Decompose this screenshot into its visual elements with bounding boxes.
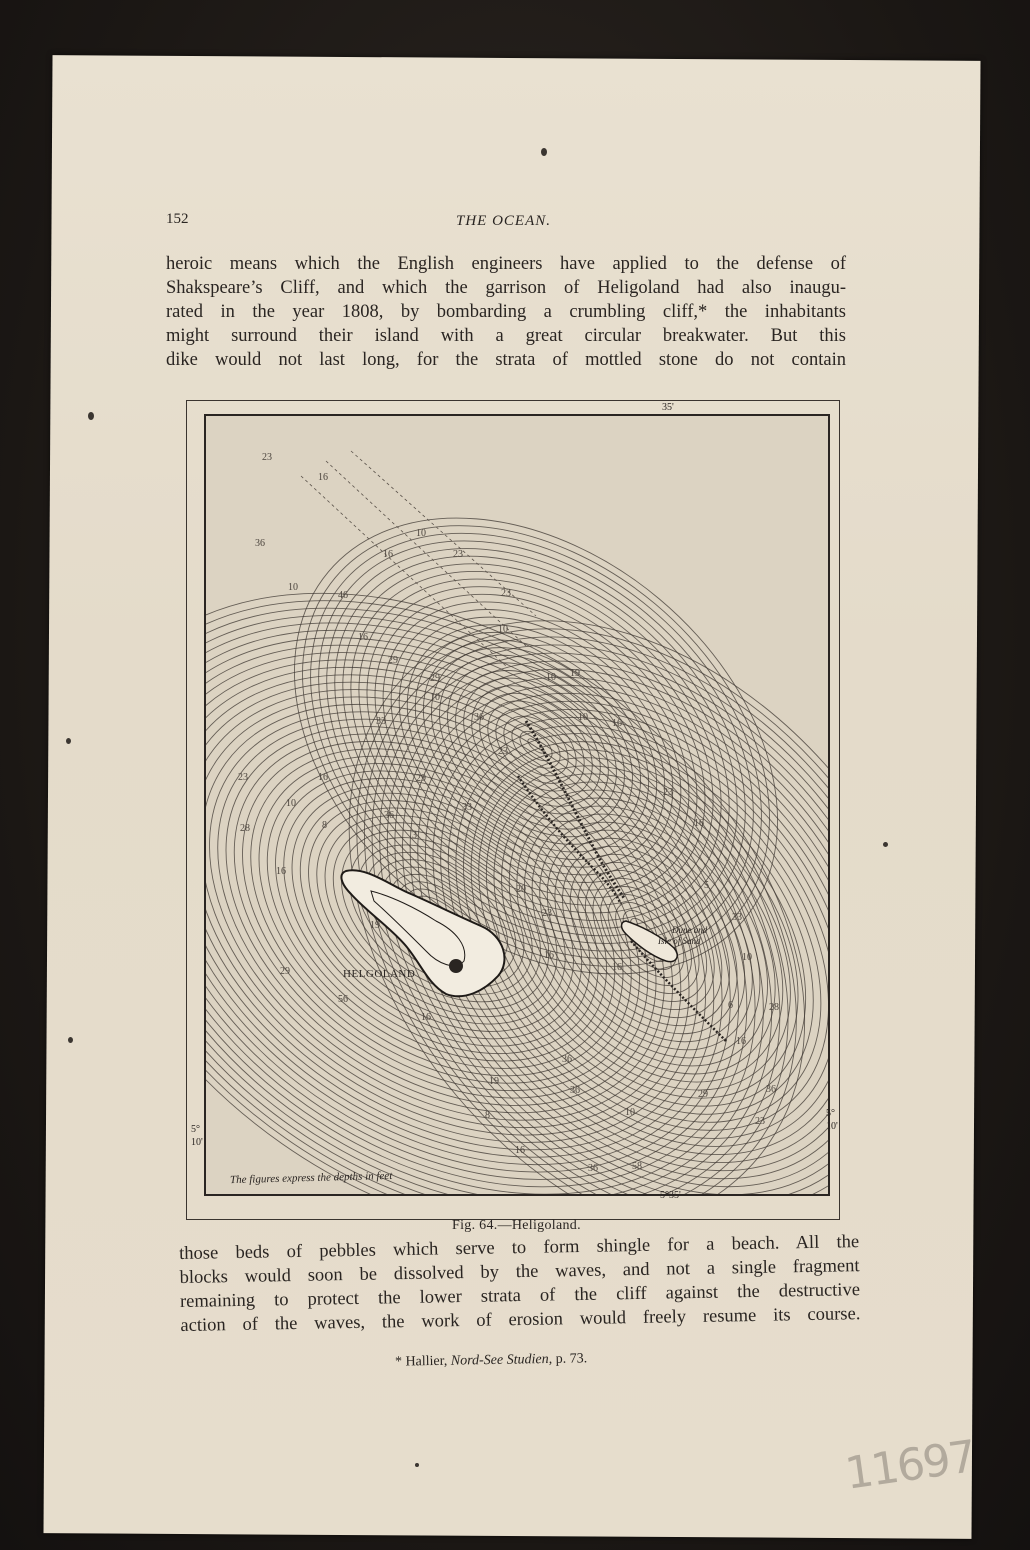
depth-sounding: 19	[370, 920, 380, 931]
coordinate-right-bottom: 10'	[826, 1121, 838, 1132]
coordinate-bottom: 5°35'	[660, 1190, 681, 1201]
depth-sounding: 8	[485, 1110, 490, 1121]
depth-sounding: 10	[625, 1107, 635, 1118]
depth-sounding: 36	[384, 810, 394, 821]
depth-sounding: 16	[736, 1036, 746, 1047]
page-speck	[883, 842, 888, 847]
text-line: Shakspeare’s Cliff, and which the garrison of Heligoland had also inaugu-	[166, 278, 846, 298]
depth-sounding: 16	[276, 866, 286, 877]
island-label: HELGOLAND	[343, 968, 416, 980]
page-speck	[415, 1463, 419, 1467]
depth-sounding: 36	[766, 1084, 776, 1095]
depth-sounding: 36	[588, 1163, 598, 1174]
depth-sounding: 16	[358, 632, 368, 643]
depth-sounding: 10	[498, 624, 508, 635]
depth-sounding: 29	[280, 966, 290, 977]
dune-label: Isle of Sand	[658, 936, 701, 946]
coordinate-left-top: 5°	[191, 1124, 200, 1135]
depth-sounding: 58	[632, 1161, 642, 1172]
depth-sounding: 8	[322, 820, 327, 831]
depth-sounding: 19	[570, 668, 580, 679]
depth-sounding: 10	[742, 952, 752, 963]
map-contour-lines	[206, 416, 828, 1194]
depth-sounding: 10	[430, 692, 440, 703]
depth-sounding: 10	[416, 528, 426, 539]
running-title: THE OCEAN.	[456, 213, 552, 229]
page-speck	[541, 148, 547, 156]
body-text-bottom	[179, 1230, 861, 1338]
depth-sounding: 33	[732, 912, 742, 923]
page-speck	[66, 738, 71, 744]
pencil-inventory-number: 11697	[842, 1431, 978, 1500]
depth-sounding: 16	[694, 818, 704, 829]
depth-sounding: 16	[515, 1145, 525, 1156]
text-line: dike would not last long, for the strata of mottled stone do not contain	[166, 350, 846, 370]
depth-sounding: 46	[338, 590, 348, 601]
depth-sounding: 10	[286, 798, 296, 809]
coordinate-top: 35'	[662, 402, 674, 413]
depth-sounding: 23	[262, 452, 272, 463]
depth-sounding: 33	[462, 802, 472, 813]
page-speck	[68, 1037, 73, 1043]
depth-sounding: 10	[288, 582, 298, 593]
contour-line	[249, 468, 822, 1024]
coordinate-left-bottom: 10'	[191, 1137, 203, 1148]
depth-sounding: 6	[728, 1000, 733, 1011]
text-line: those beds of pebbles which serve to form shingle for a beach. All the	[179, 1232, 860, 1264]
depth-sounding: 56	[338, 994, 348, 1005]
text-line: action of the waves, the work of erosion would freely resume its course.	[180, 1304, 861, 1336]
depth-sounding: 23	[542, 908, 552, 919]
depth-sounding: 36	[562, 1054, 572, 1065]
text-line: remaining to protect the lower strata of the cliff against the destructive	[179, 1280, 861, 1312]
depth-sounding: 16	[612, 962, 622, 973]
text-line: rated in the year 1808, by bombarding a crumbling cliff,* the inhabitants	[166, 302, 846, 322]
depth-sounding: 36	[570, 1085, 580, 1096]
depth-sounding: 29	[698, 1089, 708, 1100]
depth-sounding: 20	[516, 884, 526, 895]
footnote-page: p. 73.	[555, 1351, 588, 1367]
depth-sounding: 16	[318, 472, 328, 483]
depth-sounding: 28	[769, 1002, 779, 1013]
text-line: blocks would soon be dissolved by the waves, and not a single fragment	[179, 1256, 860, 1288]
depth-sounding: 36	[255, 538, 265, 549]
map-engraving	[204, 414, 830, 1196]
depth-sounding: 19	[489, 1076, 499, 1087]
map-depth-note: The figures express the depths in feet	[229, 1169, 393, 1187]
body-text-top	[166, 252, 846, 372]
dune-label: Dune and	[672, 925, 708, 935]
depth-sounding: 29	[388, 655, 398, 666]
depth-sounding: 29	[416, 773, 426, 784]
text-line: heroic means which the English engineers have applied to the defense of	[166, 254, 846, 274]
depth-sounding: 10	[578, 712, 588, 723]
footnote	[395, 1351, 587, 1370]
contour-line	[206, 491, 828, 1194]
depth-sounding: 16	[318, 772, 328, 783]
depth-sounding: 16	[612, 718, 622, 729]
depth-sounding: 16	[383, 549, 393, 560]
depth-sounding: 10	[546, 672, 556, 683]
depth-sounding: 36	[474, 712, 484, 723]
text-line: might surround their island with a great circular breakwater. But this	[166, 326, 846, 346]
figure-caption: Fig. 64.—Heligoland.	[452, 1218, 581, 1233]
depth-sounding: 23	[498, 746, 508, 757]
depth-sounding: 33	[376, 716, 386, 727]
depth-sounding: 16	[544, 950, 554, 961]
depth-sounding: 3	[412, 830, 417, 841]
depth-sounding: 23	[501, 588, 511, 599]
footnote-author: * Hallier,	[394, 1353, 448, 1370]
page-number: 152	[166, 211, 189, 227]
page-speck	[88, 412, 94, 420]
depth-sounding: 5	[704, 880, 709, 891]
depth-sounding: 23	[663, 787, 673, 798]
coordinate-right-top: 5°	[826, 1108, 835, 1119]
depth-sounding: 16	[421, 1012, 431, 1023]
depth-sounding: 23	[238, 772, 248, 783]
contour-line	[206, 425, 828, 1067]
depth-sounding: 23	[453, 549, 463, 560]
depth-sounding: 23	[755, 1116, 765, 1127]
island-town-marker	[449, 959, 463, 973]
depth-sounding: 28	[240, 823, 250, 834]
footnote-work: Nord-See Studien,	[450, 1351, 553, 1369]
depth-sounding: 29	[430, 673, 440, 684]
